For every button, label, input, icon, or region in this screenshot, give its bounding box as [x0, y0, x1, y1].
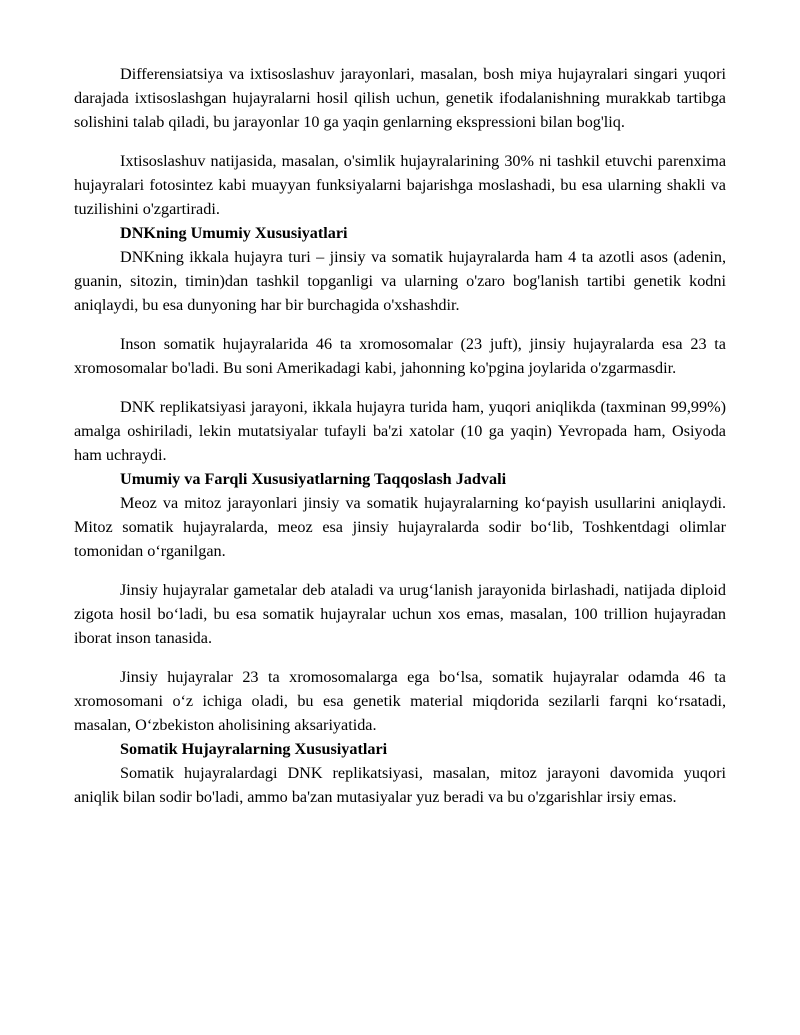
- heading-comparison-table: Umumiy va Farqli Xususiyatlarning Taqqoslash Jadvali: [120, 470, 507, 488]
- paragraph-differentiation: Differensiatsiya va ixtisoslashuv jarayonlari, masalan, bosh miya hujayralari singari yuqori darajada ixtisoslashgan hujayralarni hosil qilish uchun, genetik ifodalanishning murakkab tartibga solishini talab qiladi, bu jarayonlar 10 ga yaqin genlarning ekspressioni bilan bog'liq.: [74, 65, 726, 131]
- heading-dna-general-properties: DNKning Umumiy Xususiyatlari: [120, 224, 348, 242]
- paragraph-dna-replication: DNK replikatsiyasi jarayoni, ikkala hujayra turida ham, yuqori aniqlikda (taxminan 99,99%) amalga oshiriladi, lekin mutatsiyalar tufayli ba'zi xatolar (10 ga yaqin) Yevropada ham, Osiyoda ham uchraydi.: [74, 398, 726, 464]
- paragraph-meiosis-mitosis: Meoz va mitoz jarayonlari jinsiy va somatik hujayralarning ko‘payish usullarini aniqlaydi. Mitoz somatik hujayralarda, meoz esa jinsiy hujayralarda sodir bo‘lib, Toshkentdagi olimlar tomonidan o‘rganilgan.: [74, 494, 726, 560]
- paragraph-dna-bases: DNKning ikkala hujayra turi – jinsiy va somatik hujayralarda ham 4 ta azotli asos (adenin, guanin, sitozin, timin)dan tashkil topganligi va ularning o'zaro bog'lanish tartibi genetik kodni aniqlaydi, bu esa dunyoning har bir burchagida o'xshashdir.: [74, 248, 726, 314]
- paragraph-somatic-replication: Somatik hujayralardagi DNK replikatsiyasi, masalan, mitoz jarayoni davomida yuqori aniqlik bilan sodir bo'ladi, ammo ba'zan mutasiyalar yuz beradi va bu o'zgarishlar irsiy emas.: [74, 764, 726, 806]
- document-page: [74, 62, 726, 809]
- paragraph-chromosome-difference: Jinsiy hujayralar 23 ta xromosomalarga ega bo‘lsa, somatik hujayralar odamda 46 ta xromosomani o‘z ichiga oladi, bu esa genetik material miqdorida sezilarli farqni ko‘rsatadi, masalan, O‘zbekiston aholisining aksariyatida.: [74, 668, 726, 734]
- paragraph-gametes: Jinsiy hujayralar gametalar deb ataladi va urug‘lanish jarayonida birlashadi, natijada diploid zigota hosil bo‘ladi, bu esa somatik hujayralar uchun xos emas, masalan, 100 trillion hujayradan iborat inson tanasida.: [74, 581, 726, 647]
- paragraph-specialization: Ixtisoslashuv natijasida, masalan, o'simlik hujayralarining 30% ni tashkil etuvchi parenxima hujayralari fotosintez kabi muayyan funksiyalarni bajarishga moslashadi, bu esa ularning shakli va tuzilishini o'zgartiradi.: [74, 152, 726, 218]
- paragraph-chromosome-count: Inson somatik hujayralarida 46 ta xromosomalar (23 juft), jinsiy hujayralarda esa 23 ta xromosomalar bo'ladi. Bu soni Amerikadagi kabi, jahonning ko'pgina joylarida o'zgarmasdir.: [74, 335, 726, 377]
- heading-somatic-cell-properties: Somatik Hujayralarning Xususiyatlari: [120, 740, 388, 758]
